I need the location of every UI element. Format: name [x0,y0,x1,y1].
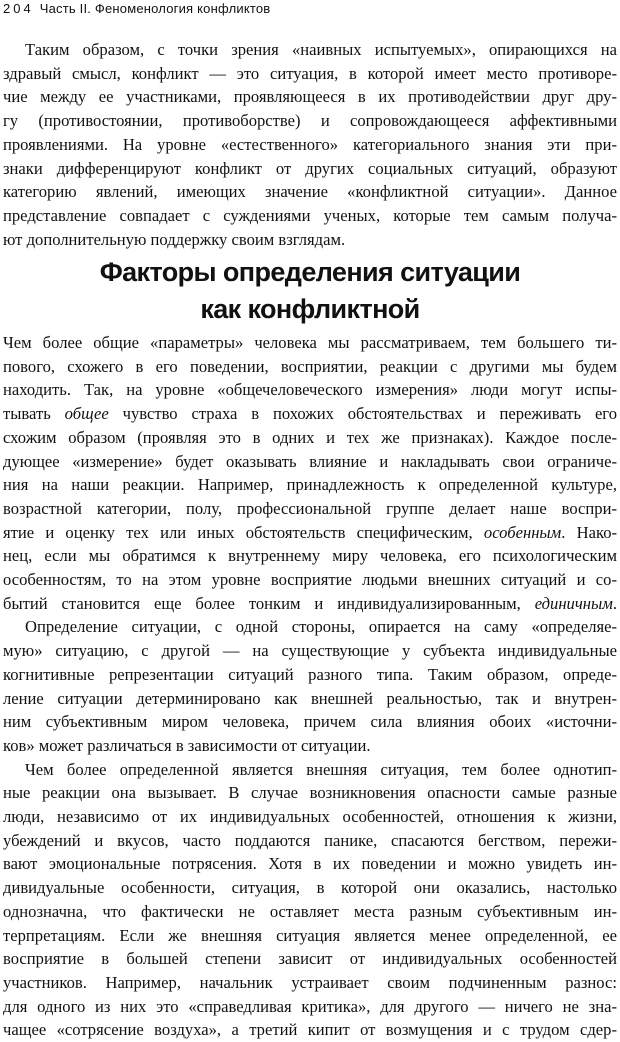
text-line: когнитивные репрезентации ситуаций разного типа. Таким образом, опреде- [3,664,617,684]
text-line: знаки дифференцируют конфликт от других социальных ситуаций, образуют [3,158,617,178]
paragraph [3,615,617,757]
text-run: . [612,593,617,613]
text-line: Таким образом, с точки зрения «наивных испытуемых», опирающихся на [25,40,617,59]
section-heading-line: как конфликтной [200,294,420,324]
text-line: для одного из них это «справедливая критика», для другого — ничего не зна- [3,996,617,1016]
text-line: мую» ситуацию, с другой — на существующие у субъекта индивидуальные [3,641,617,661]
text-line: особенностям, то на этом уровне восприятие людьми внешних ситуаций и со- [3,570,617,590]
text-line: терпретациям. Если же внешняя ситуация является менее определенной, ее [3,925,617,945]
text-line: дивидуальные особенности, ситуация, в которой они оказались, настолько [3,878,617,898]
text-line: чие между ее участниками, проявляющееся в их противодействии друг дру- [3,87,617,107]
text-line [3,402,617,426]
text-run: тывать [3,404,65,424]
text-line: Чем более общие «параметры» человека мы рассматриваем, тем большего ти- [3,333,617,352]
text-line: люди, независимо от их индивидуальных особенностей, отношения к жизни, [3,807,617,827]
text-line: ные реакции она вызывает. В случае возникновения опасности самые разные [3,783,617,803]
text-line: возрастной категории, полу, профессиональной группе делает наше воспри- [3,498,617,518]
text-run: . Нако- [561,522,618,542]
italic-term: единичным [534,593,613,613]
paragraph [3,758,617,1042]
text-line [3,592,617,616]
text-line: ление ситуации детерминировано как внешней реальностью, так и внутрен- [3,688,617,708]
text-run: ятие и оценку тех или иных обстоятельств специфическим, [3,522,484,542]
text-line: ния на наши реакции. Например, принадлежность к определенной культуре, [3,475,617,495]
text-line: Чем более определенной является внешняя ситуация, тем более однотип- [25,759,617,779]
text-line: восприятие в большей степени зависит от индивидуальных особенностей [3,949,617,969]
text-line: ют дополнительную поддержку своим взглядам. [3,229,346,249]
section-heading [0,254,620,328]
text-run: бытий становится еще более тонким и индивидуализированным, [3,593,535,613]
italic-term: особенным [483,522,562,542]
italic-term: общее [64,404,109,424]
text-line: схожим образом (проявляя это в одних и тех же признаках). Каждое после- [3,427,617,447]
text-line: убеждений и вкусов, часто поддаются панике, спасаются бегством, пережи- [3,830,617,850]
text-run: чувство страха в похожих обстоятельствах и переживать его [108,404,618,424]
text-line: здравый смысл, конфликт — это ситуация, в которой имеет место противоре- [3,63,617,83]
text-line: пового, схожего в его поведении, восприятии, реакции с другими мы будем [3,356,617,376]
text-line: однозначна, что фактически не оставляет места разным субъективным ин- [3,901,617,921]
running-header [3,0,270,18]
text-line: находить. Так, на уровне «общечеловеческого измерения» люди могут испы- [3,380,617,400]
section-body [3,331,617,1042]
paragraph [3,331,617,615]
text-line: проявлениями. На уровне «естественного» категориального знания эти при- [3,134,617,154]
paragraph [3,38,617,251]
text-line: представление совпадает с суждениями ученых, которые тем самым получа- [3,205,617,225]
text-line: ков» может различаться в зависимости от ситуации. [3,735,371,755]
text-line: нец, если мы обратимся к внутреннему миру человека, его психологическим [3,546,617,566]
text-line: дующее «измерение» будет оказывать влияние и накладывать свои ограниче- [3,451,617,471]
text-line: категорию явлений, имеющих значение «конфликтной ситуации». Данное [3,182,617,202]
text-line [3,521,617,545]
text-line: чащее «сотрясение воздуха», а третий кипит от возмущения и с трудом сдер- [3,1020,617,1040]
running-title: Часть II. Феноменология конфликтов [39,1,271,16]
text-line: Определение ситуации, с одной стороны, опирается на саму «определяе- [25,617,617,637]
intro-paragraph [3,38,617,251]
section-heading-line: Факторы определения ситуации [99,257,521,287]
text-line: гу (противостоянии, противоборстве) и сопровождающееся аффективными [3,111,617,131]
text-line: участников. Например, начальник устраивает своим подчиненным разнос: [3,972,617,992]
text-line: вают эмоциональные потрясения. Хотя в их поведении и можно увидеть ин- [3,854,617,874]
text-line: ним субъективным миром человека, причем сила влияния обоих «источни- [3,712,617,732]
page-number: 204 [3,1,34,16]
